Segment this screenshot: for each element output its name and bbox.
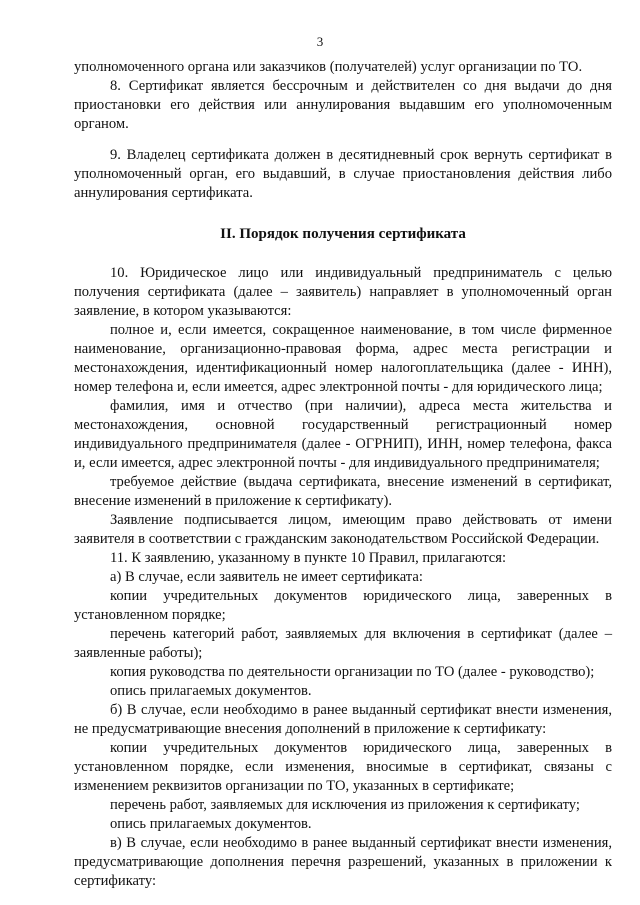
section-title: II. Порядок получения сертификата <box>220 226 466 242</box>
paragraph-legal-entity: полное и, если имеется, сокращенное наименование, в том числе фирменное наименование, организационно-правовая форма, адрес места регистрации и местонахождения, идентификационный номер налогоплательщика (далее - ИНН), номер телефона и, если имеется, адрес электронной почты - для юридического лица; <box>74 322 612 395</box>
paragraph-individual: фамилия, имя и отчество (при наличии), адреса места жительства и местонахождения, основной государственный регистрационный номер индивидуального предпринимателя (далее - ОГРНИП), ИНН, номер телефона, факса и, если имеется, адрес электронной почты - для индивидуального предпринимателя; <box>74 398 612 471</box>
paragraph-11a: а) В случае, если заявитель не имеет сертификата: <box>110 569 423 585</box>
paragraph-11c: в) В случае, если необходимо в ранее выданный сертификат внести изменения, предусматривающие дополнения перечня разрешений, указанных в приложении к сертификату: <box>74 835 612 889</box>
paragraph-11a-works-list: перечень категорий работ, заявляемых для включения в сертификат (далее – заявленные работы); <box>74 626 612 661</box>
paragraph-8: 8. Сертификат является бессрочным и действителен со дня выдачи до дня приостановки его действия или аннулирования выдавшим его уполномоченным органом. <box>74 78 612 132</box>
paragraph-11a-inventory: опись прилагаемых документов. <box>110 683 312 699</box>
paragraph-11a-manual: копия руководства по деятельности организации по ТО (далее - руководство); <box>110 664 595 680</box>
paragraph-11: 11. К заявлению, указанному в пункте 10 Правил, прилагаются: <box>110 550 507 566</box>
page-number: 3 <box>316 34 324 49</box>
paragraph-11b-works-list: перечень работ, заявляемых для исключения из приложения к сертификату; <box>110 797 580 813</box>
paragraph-11b-inventory: опись прилагаемых документов. <box>110 816 312 832</box>
document-body <box>74 58 612 891</box>
paragraph-10: 10. Юридическое лицо или индивидуальный предприниматель с целью получения сертификата (далее – заявитель) направляет в уполномоченный орган заявление, в котором указываются: <box>74 265 612 319</box>
paragraph-11a-copies: копии учредительных документов юридического лица, заверенных в установленном порядке; <box>74 588 612 623</box>
paragraph-11b-copies: копии учредительных документов юридического лица, заверенных в установленном порядке, если изменения, вносимые в сертификат, связаны с изменением реквизитов организации по ТО, указанных в сертификате; <box>74 740 612 794</box>
paragraph-11b: б) В случае, если необходимо в ранее выданный сертификат внести изменения, не предусматривающие внесения дополнений в приложение к сертификату: <box>74 702 612 737</box>
paragraph-continuation: уполномоченного органа или заказчиков (получателей) услуг организации по ТО. <box>74 59 583 75</box>
paragraph-required-action: требуемое действие (выдача сертификата, внесение изменений в сертификат, внесение изменений в приложение к сертификату). <box>74 474 612 509</box>
paragraph-9: 9. Владелец сертификата должен в десятидневный срок вернуть сертификат в уполномоченный орган, его выдавший, в случае приостановления действия либо аннулирования сертификата. <box>74 147 612 201</box>
paragraph-signature: Заявление подписывается лицом, имеющим право действовать от имени заявителя в соответствии с гражданским законодательством Российской Федерации. <box>74 512 612 547</box>
